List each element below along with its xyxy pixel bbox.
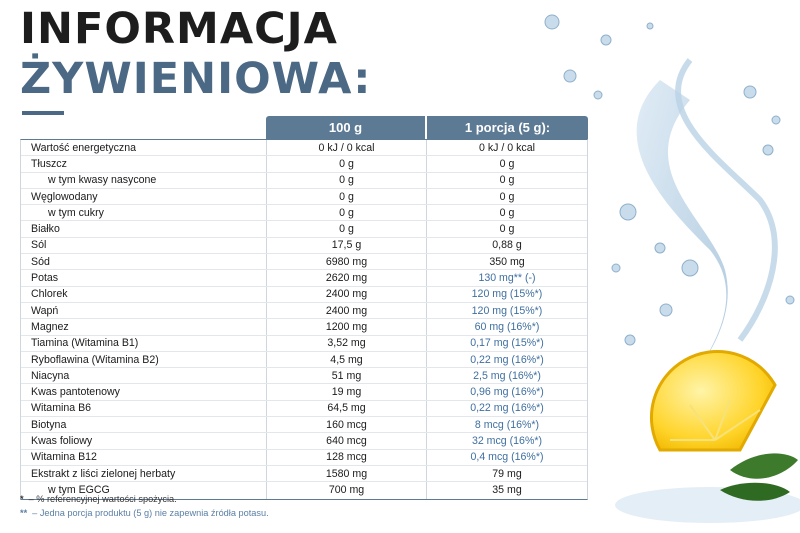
value-per-100g: 0 kJ / 0 kcal [267,140,427,155]
title-line-1: INFORMACJA [20,4,338,54]
value-per-100g: 640 mcg [267,433,427,448]
value-per-portion: 0,22 mg (16%*) [470,402,544,415]
table-row [21,189,587,205]
table-row [21,336,587,352]
value-per-100g: 3,52 mg [267,336,427,351]
table-row [21,319,587,335]
table-row [21,205,587,221]
nutrient-name: Białko [21,221,267,236]
value-per-portion: 0 g [499,174,515,187]
nutrient-name: Sód [21,254,267,269]
table-row [21,156,587,172]
value-per-100g: 2400 mg [267,303,427,318]
nutrient-name: Biotyna [21,417,267,432]
value-per-100g: 0 g [267,189,427,204]
value-per-portion: 79 mg [492,467,522,480]
nutrient-name: Witamina B6 [21,401,267,416]
nutrient-name: Ekstrakt z liści zielonej herbaty [21,466,267,481]
table-row [21,270,587,286]
value-per-100g: 1200 mg [267,319,427,334]
nutrient-name: Tłuszcz [21,156,267,171]
footnote-rws [20,492,269,506]
footnote-mark: ** [20,508,28,518]
value-per-100g: 128 mcg [267,450,427,465]
value-per-portion: 0 g [499,190,515,203]
value-per-portion: 35 mg [492,484,522,497]
value-per-100g: 0 g [267,156,427,171]
table-row [21,254,587,270]
value-per-100g: 0 g [267,221,427,236]
value-per-portion: 120 mg (15%*) [471,288,543,301]
table-row [21,173,587,189]
table-body [20,139,588,500]
value-per-100g: 6980 mg [267,254,427,269]
table-header [266,116,588,139]
value-per-100g: 64,5 mg [267,401,427,416]
value-per-100g: 0 g [267,173,427,188]
nutrient-name: Magnez [21,319,267,334]
nutrient-name: w tym kwasy nasycone [21,173,267,188]
table-row [21,466,587,482]
value-per-portion: 0 g [499,206,515,219]
value-per-100g: 51 mg [267,368,427,383]
nutrient-name: Wapń [21,303,267,318]
column-header-100g: 100 g [266,116,425,139]
table-row [21,368,587,384]
nutrient-name: w tym cukry [21,205,267,220]
table-row [21,287,587,303]
footnote-text: – % referencyjnej wartości spożycia. [28,494,177,504]
value-per-portion: 2,5 mg (16%*) [473,369,541,382]
nutrition-table [20,116,588,500]
value-per-portion: 0,96 mg (16%*) [470,386,544,399]
value-per-portion: 0 g [499,223,515,236]
value-per-100g: 2400 mg [267,287,427,302]
value-per-portion: 0,4 mcg (16%*) [470,451,544,464]
value-per-portion: 130 mg** (-) [478,272,536,285]
nutrient-name: Witamina B12 [21,450,267,465]
value-per-portion: 0,88 g [492,239,522,252]
value-per-100g: 17,5 g [267,238,427,253]
nutrient-name: Niacyna [21,368,267,383]
value-per-portion: 0 kJ / 0 kcal [479,141,535,154]
nutrient-name: Chlorek [21,287,267,302]
value-per-100g: 4,5 mg [267,352,427,367]
value-per-portion: 0,17 mg (15%*) [470,337,544,350]
nutrient-name: Potas [21,270,267,285]
table-row [21,221,587,237]
title-underline [22,111,64,115]
value-per-portion: 8 mcg (16%*) [474,418,540,431]
nutrient-name: Sól [21,238,267,253]
nutrient-name: Wartość energetyczna [21,140,267,155]
value-per-100g: 1580 mg [267,466,427,481]
table-row [21,401,587,417]
nutrient-name: Kwas pantotenowy [21,384,267,399]
table-row [21,417,587,433]
nutrient-name: w tym EGCG [21,482,267,498]
value-per-100g: 0 g [267,205,427,220]
value-per-portion: 120 mg (15%*) [471,304,543,317]
value-per-100g: 160 mcg [267,417,427,432]
footnotes [20,492,269,520]
value-per-portion: 60 mg (16%*) [474,320,540,333]
nutrient-name: Kwas foliowy [21,433,267,448]
column-header-portion: 1 porcja (5 g): [427,116,588,139]
value-per-100g: 19 mg [267,384,427,399]
table-row [21,303,587,319]
table-row [21,433,587,449]
nutrient-name: Tiamina (Witamina B1) [21,336,267,351]
table-row [21,238,587,254]
footnote-text: – Jedna porcja produktu (5 g) nie zapewnia źródła potasu. [32,508,269,518]
table-row [21,352,587,368]
nutrient-name: Ryboflawina (Witamina B2) [21,352,267,367]
value-per-portion: 0,22 mg (16%*) [470,353,544,366]
table-row [21,384,587,400]
page-title [20,4,371,104]
value-per-100g: 700 mg [267,482,427,498]
nutrient-name: Węglowodany [21,189,267,204]
footnote-potassium [20,506,269,520]
title-line-2: ŻYWIENIOWA: [20,54,372,104]
value-per-portion: 32 mcg (16%*) [471,434,543,447]
footnote-mark: * [20,494,24,504]
value-per-portion: 0 g [499,157,515,170]
value-per-100g: 2620 mg [267,270,427,285]
table-row [21,140,587,156]
value-per-portion: 350 mg [489,255,525,268]
table-row [21,450,587,466]
